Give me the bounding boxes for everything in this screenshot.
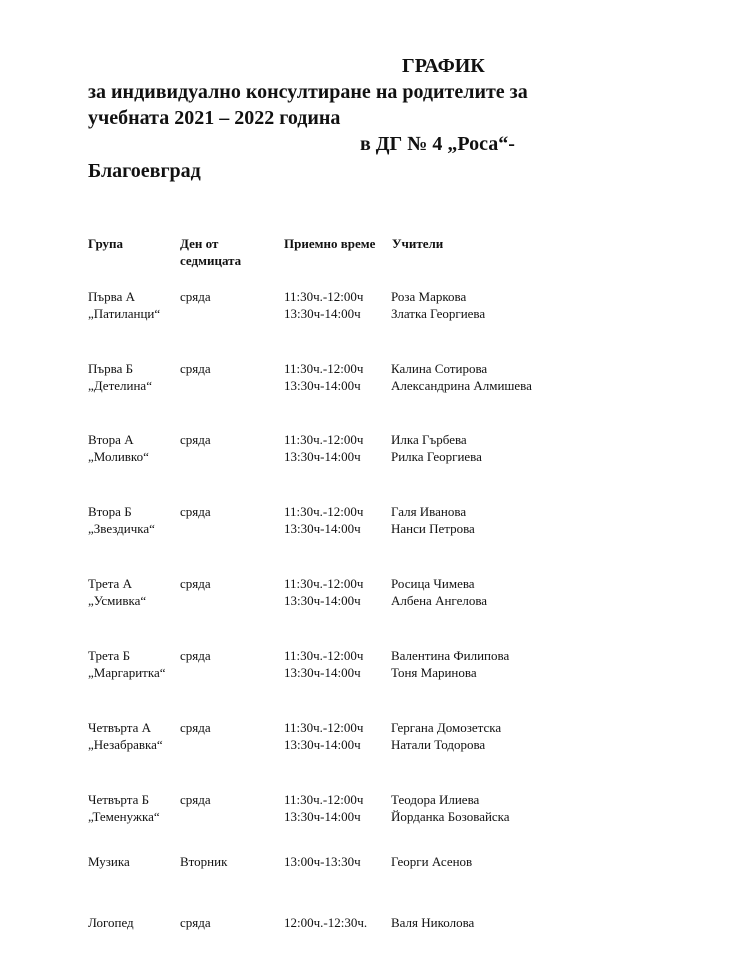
- subtitle-line-1: за индивидуално консултиране на родителите за: [88, 81, 528, 103]
- group-label: Логопед: [88, 915, 134, 930]
- group-name: „Усмивка“: [88, 593, 147, 608]
- day-cell: сряда: [180, 648, 211, 663]
- time-slot-1: 11:30ч.-12:00ч: [284, 289, 364, 304]
- group-label: Четвърта Б: [88, 792, 150, 807]
- group-name: „Патиланци“: [88, 306, 161, 321]
- group-name: „Моливко“: [88, 449, 149, 464]
- column-header-day: Ден от седмицата: [180, 236, 242, 268]
- document-title: ГРАФИК: [402, 55, 485, 77]
- day-cell: сряда: [180, 432, 211, 447]
- teacher-2: Златка Георгиева: [391, 306, 486, 321]
- teacher-1: Калина Сотирова: [391, 361, 488, 376]
- time-slot-2: 13:30ч-14:00ч: [284, 449, 361, 464]
- day-cell: сряда: [180, 576, 211, 591]
- time-slot-1: 11:30ч.-12:00ч: [284, 504, 364, 519]
- time-slot-1: 13:00ч-13:30ч: [284, 854, 361, 869]
- time-slot-1: 11:30ч.-12:00ч: [284, 432, 364, 447]
- day-cell: сряда: [180, 504, 211, 519]
- group-label: Музика: [88, 854, 130, 869]
- teacher-2: Рилка Георгиева: [391, 449, 482, 464]
- time-slot-2: 13:30ч-14:00ч: [284, 593, 361, 608]
- group-label: Първа А: [88, 289, 135, 304]
- group-label: Втора Б: [88, 504, 132, 519]
- day-cell: сряда: [180, 361, 211, 376]
- group-name: „Детелина“: [88, 378, 152, 393]
- column-header-group: Група: [88, 236, 124, 251]
- group-label: Първа Б: [88, 361, 134, 376]
- time-slot-2: 13:30ч-14:00ч: [284, 521, 361, 536]
- teacher-1: Роза Маркова: [391, 289, 467, 304]
- time-slot-1: 11:30ч.-12:00ч: [284, 648, 364, 663]
- teacher-1: Валя Николова: [391, 915, 475, 930]
- day-cell: сряда: [180, 792, 211, 807]
- time-slot-2: 13:30ч-14:00ч: [284, 809, 361, 824]
- time-slot-2: 13:30ч-14:00ч: [284, 306, 361, 321]
- teacher-1: Георги Асенов: [391, 854, 473, 869]
- group-name: „Маргаритка“: [88, 665, 166, 680]
- subtitle-line-3: в ДГ № 4 „Роса“-: [360, 133, 515, 155]
- group-label: Втора А: [88, 432, 134, 447]
- teacher-1: Илка Гърбева: [391, 432, 467, 447]
- group-name: „Теменужка“: [88, 809, 160, 824]
- column-header-teachers: Учители: [392, 236, 444, 251]
- group-name: „Звездичка“: [88, 521, 155, 536]
- day-cell: сряда: [180, 915, 211, 930]
- teacher-2: Тоня Маринова: [391, 665, 477, 680]
- teacher-1: Галя Иванова: [391, 504, 467, 519]
- teacher-2: Александрина Алмишева: [391, 378, 532, 393]
- subtitle-line-4: Благоевград: [88, 160, 201, 182]
- teacher-2: Натали Тодорова: [391, 737, 486, 752]
- day-cell: Вторник: [180, 854, 228, 869]
- day-cell: сряда: [180, 720, 211, 735]
- teacher-1: Росица Чимева: [391, 576, 475, 591]
- group-name: „Незабравка“: [88, 737, 163, 752]
- teacher-1: Гергана Домозетска: [391, 720, 502, 735]
- group-label: Четвърта А: [88, 720, 152, 735]
- time-slot-2: 13:30ч-14:00ч: [284, 665, 361, 680]
- day-cell: сряда: [180, 289, 211, 304]
- subtitle-line-2: учебната 2021 – 2022 година: [88, 107, 341, 129]
- time-slot-1: 11:30ч.-12:00ч: [284, 720, 364, 735]
- time-slot-1: 11:30ч.-12:00ч: [284, 792, 364, 807]
- group-label: Трета А: [88, 576, 132, 591]
- time-slot-1: 11:30ч.-12:00ч: [284, 576, 364, 591]
- time-slot-2: 13:30ч-14:00ч: [284, 378, 361, 393]
- teacher-2: Нанси Петрова: [391, 521, 475, 536]
- teacher-2: Йорданка Бозовайска: [391, 809, 510, 824]
- column-header-time: Приемно време: [284, 236, 376, 251]
- time-slot-2: 13:30ч-14:00ч: [284, 737, 361, 752]
- teacher-1: Теодора Илиева: [391, 792, 480, 807]
- group-label: Трета Б: [88, 648, 131, 663]
- time-slot-1: 12:00ч.-12:30ч.: [284, 915, 368, 930]
- teacher-2: Албена Ангелова: [391, 593, 488, 608]
- teacher-1: Валентина Филипова: [391, 648, 510, 663]
- time-slot-1: 11:30ч.-12:00ч: [284, 361, 364, 376]
